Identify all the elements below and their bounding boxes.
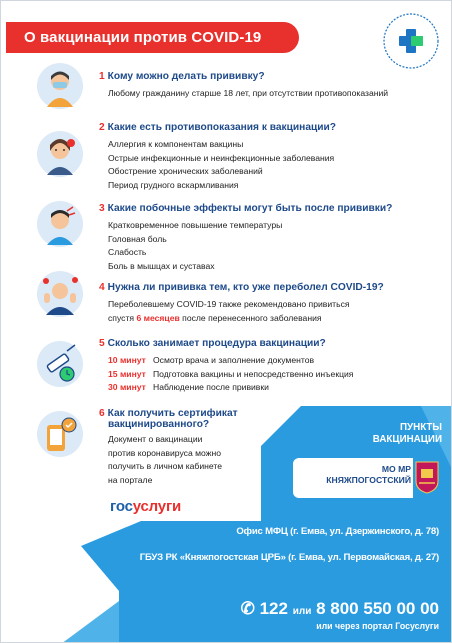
answer-line: Переболевшему COVID-19 также рекомендовано привиться	[108, 299, 350, 309]
answer-line: Слабость	[108, 247, 147, 258]
question-2	[99, 122, 336, 192]
question-number: 2	[99, 122, 105, 133]
question-3	[99, 203, 392, 273]
phone-icon: ✆	[240, 599, 255, 618]
answer-line: Аллергия к компонентам вакцины	[108, 139, 244, 149]
procedure-timeline	[99, 354, 353, 395]
timeline-row: 30 минут Наблюдение после прививки	[108, 382, 269, 393]
question-text: Какие побочные эффекты могут быть после прививки?	[107, 203, 393, 214]
answer-line: Кратковременное повышение температуры	[108, 220, 283, 230]
answer-line: Головная боль	[108, 233, 167, 244]
answer-line: против коронавируса можно	[108, 447, 222, 458]
question-number: 1	[99, 71, 105, 82]
page-title: О вакцинации против COVID-19	[6, 22, 299, 53]
answer-line: Боль в мышцах и суставах	[108, 260, 215, 271]
answer-line: Период грудного вскармливания	[108, 179, 239, 190]
question-text: Сколько занимает процедура вакцинации?	[107, 338, 326, 349]
question-6	[99, 408, 238, 487]
answer-line: Острые инфекционные и неинфекционные заболевания	[108, 152, 335, 163]
question-number: 6	[99, 408, 105, 419]
address-hospital: ГБУЗ РК «Княжпогостская ЦРБ» (г. Емва, ул. Первомайская, д. 27)	[139, 552, 439, 563]
question-5	[99, 338, 353, 395]
certificate-phone-icon	[37, 411, 83, 457]
question-number: 3	[99, 203, 105, 214]
answer-line: Любому гражданину старше 18 лет, при отсутствии противопоказаний	[108, 88, 389, 98]
address-mfc: Офис МФЦ (г. Емва, ул. Дзержинского, д. 78)	[236, 526, 439, 537]
municipality-name: МО МР КНЯЖПОГОСТСКИЙ	[326, 464, 411, 485]
gosuslugi-logo: госуслуги	[110, 498, 182, 515]
question-4	[99, 282, 384, 325]
hotline-phone: ✆ 122 или 8 800 550 00 00	[240, 599, 439, 618]
sick-person-icon	[37, 131, 83, 177]
question-text: Какие есть противопоказания к вакцинации?	[107, 122, 336, 133]
timeline-row: 15 минут Подготовка вакцины и непосредственно инъекция	[108, 368, 354, 379]
question-1	[99, 71, 388, 101]
answer-line: спустя 6 месяцев после перенесенного заболевания	[108, 312, 322, 323]
six-months-highlight: 6 месяцев	[136, 312, 180, 323]
answer-line: Обострение хронических заболеваний	[108, 166, 263, 177]
person-icon	[37, 63, 83, 109]
strong-person-virus-icon	[37, 271, 83, 317]
question-number: 4	[99, 282, 105, 293]
question-text: Нужна ли прививка тем, кто уже переболел COVID-19?	[107, 282, 384, 293]
headache-person-icon	[37, 201, 83, 247]
vaccination-points-title: ПУНКТЫ ВАКЦИНАЦИИ	[372, 422, 442, 445]
coat-of-arms-icon	[415, 461, 439, 494]
answer-line: Документ о вакцинации	[108, 434, 203, 444]
answer-line: на портале	[108, 474, 153, 485]
timeline-row: 10 минут Осмотр врача и заполнение документов	[108, 355, 315, 365]
ministry-logo-icon	[381, 11, 441, 71]
hotline-subtext: или через портал Госуслуги	[316, 621, 439, 631]
question-number: 5	[99, 338, 105, 349]
question-text: Как получить сертификат	[107, 408, 238, 419]
answer-line: получить в личном кабинете	[108, 461, 223, 472]
syringe-clock-icon	[37, 341, 83, 387]
question-text: Кому можно делать прививку?	[107, 71, 265, 82]
question-text: вакцинированного?	[108, 419, 210, 430]
